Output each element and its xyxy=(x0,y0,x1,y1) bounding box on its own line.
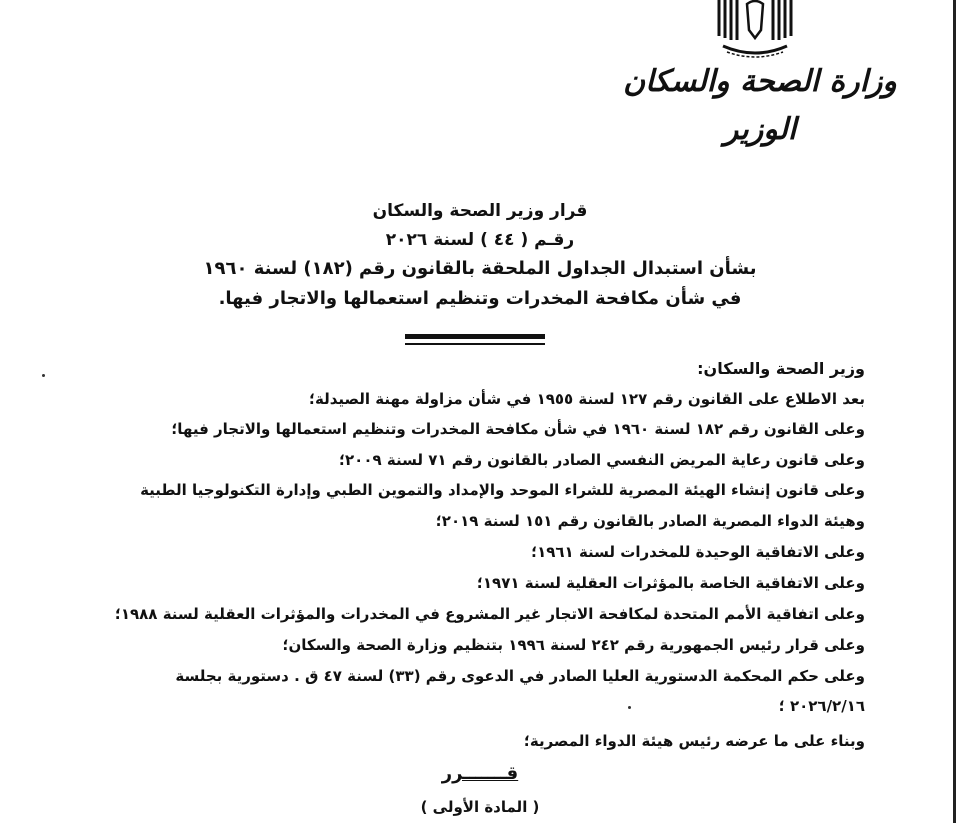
decree-number: رقـم ( ٤٤ ) لسنة ٢٠٢٦ xyxy=(385,230,575,250)
preamble-line: وبناء على ما عرضه رئيس هيئة الدواء المصرية؛ xyxy=(523,732,865,750)
preamble-line: وعلى القانون رقم ١٨٢ لسنة ١٩٦٠ في شأن مكافحة المخدرات وتنظيم استعمالها والاتجار فيها؛ xyxy=(171,420,865,438)
decree-subject-line1: بشأن استبدال الجداول الملحقة بالقانون رقم (١٨٢) لسنة ١٩٦٠ xyxy=(203,258,757,279)
decision-heading: قـــــــرر xyxy=(441,763,519,784)
title-divider-thin xyxy=(405,343,545,345)
title-divider-thick xyxy=(405,334,545,339)
preamble-line: وعلى حكم المحكمة الدستورية العليا الصادر في الدعوى رقم (٣٣) لسنة ٤٧ ق . دستورية بجلسة xyxy=(175,667,865,685)
page-edge-line xyxy=(953,0,956,823)
decree-subject-line2: في شأن مكافحة المخدرات وتنظيم استعمالها والاتجار فيها. xyxy=(218,288,742,309)
preamble-heading: وزير الصحة والسكان: xyxy=(697,359,865,378)
ministry-name: وزارة الصحة والسكان xyxy=(623,64,897,99)
preamble-line: وهيئة الدواء المصرية الصادر بالقانون رقم ١٥١ لسنة ٢٠١٩؛ xyxy=(435,512,865,530)
preamble-line: وعلى الاتفاقية الوحيدة للمخدرات لسنة ١٩٦١؛ xyxy=(531,543,865,561)
preamble-line: وعلى الاتفاقية الخاصة بالمؤثرات العقلية لسنة ١٩٧١؛ xyxy=(476,574,865,592)
minister-office: الوزير xyxy=(723,112,797,147)
preamble-line: بعد الاطلاع على القانون رقم ١٢٧ لسنة ١٩٥٥ في شأن مزاولة مهنة الصيدلة؛ xyxy=(308,390,865,408)
preamble-line: وعلى اتفاقية الأمم المتحدة لمكافحة الاتجار غير المشروع في المخدرات والمؤثرات العقلية لسنة ١٩٨٨؛ xyxy=(114,605,865,623)
decree-title: قرار وزير الصحة والسكان xyxy=(372,201,588,221)
scan-speck xyxy=(42,374,45,377)
article-heading: ( المادة الأولى ) xyxy=(420,798,540,816)
preamble-line: وعلى قانون رعاية المريض النفسي الصادر بالقانون رقم ٧١ لسنة ٢٠٠٩؛ xyxy=(339,451,865,469)
egypt-eagle-emblem-icon xyxy=(713,0,797,62)
preamble-line: وعلى قرار رئيس الجمهورية رقم ٢٤٢ لسنة ١٩٩٦ بتنظيم وزارة الصحة والسكان؛ xyxy=(282,636,865,654)
preamble-line: وعلى قانون إنشاء الهيئة المصرية للشراء الموحد والإمداد والتموين الطبي وإدارة التكنولوجيا الطبية xyxy=(140,481,865,499)
preamble-line: ٢٠٢٦/٢/١٦ ؛ xyxy=(778,697,865,715)
